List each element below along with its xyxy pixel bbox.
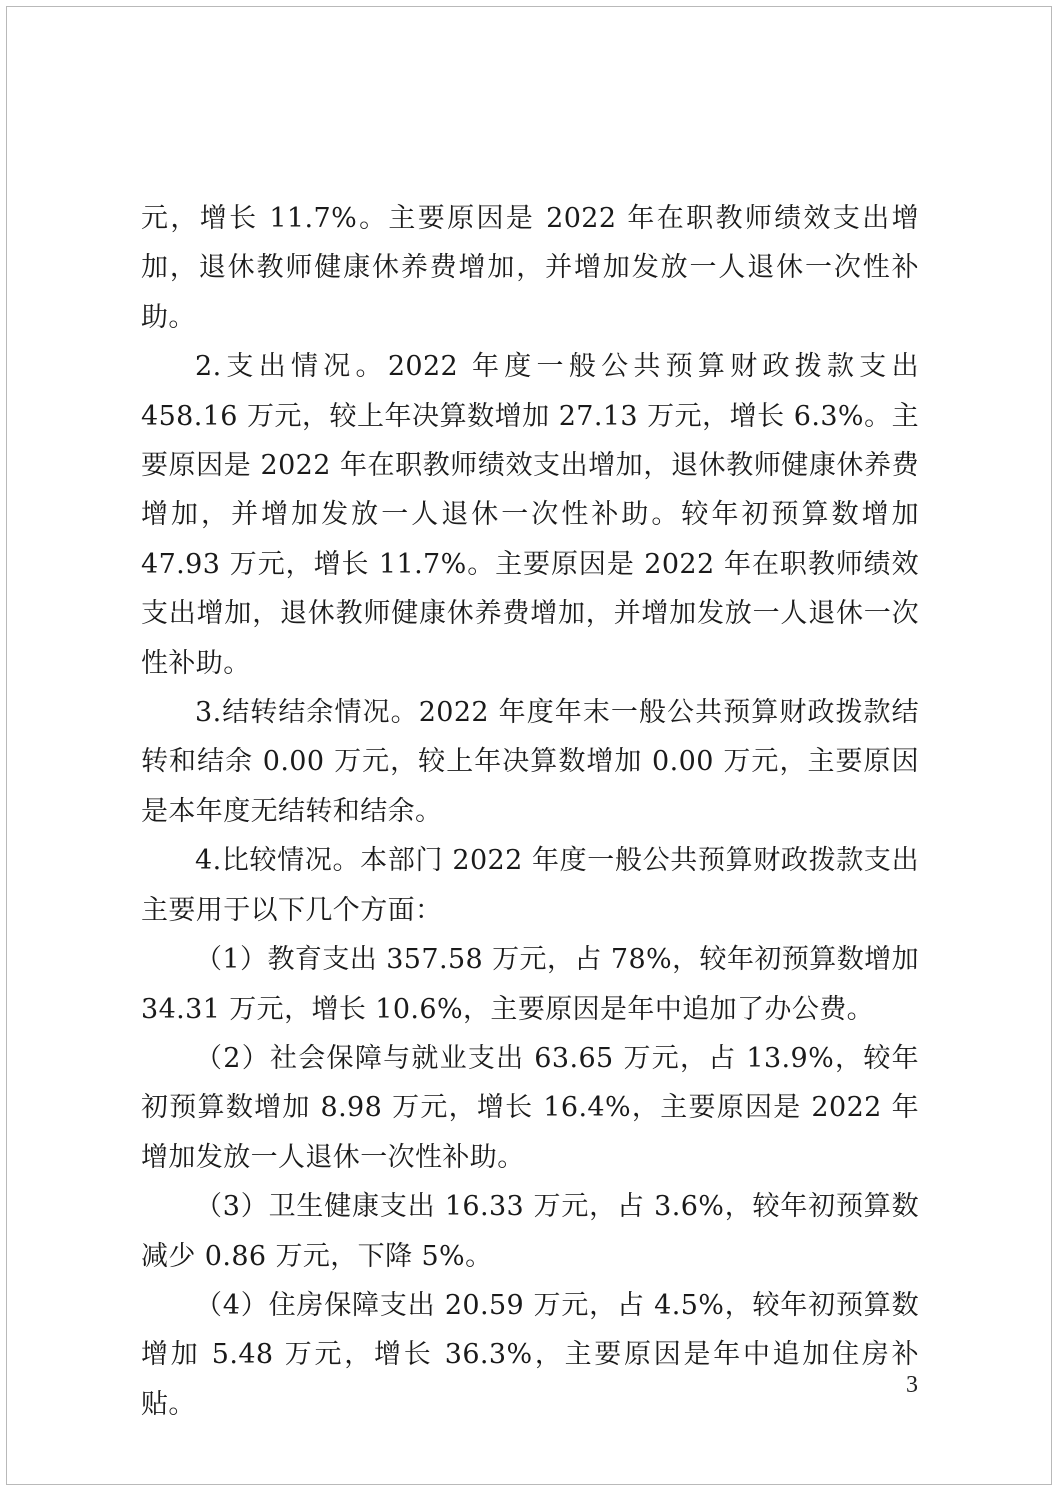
paragraph-housing: （4）住房保障支出 20.59 万元，占 4.5%，较年初预算数增加 5.48 万元，增长 36.3%，主要原因是年中追加住房补贴。	[141, 1289, 919, 1420]
paragraph-carryover: 3.结转结余情况。2022 年度年末一般公共预算财政拨款结转和结余 0.00 万元，较上年决算数增加 0.00 万元，主要原因是本年度无结转和结余。	[141, 697, 919, 827]
document-body	[141, 194, 919, 1429]
paragraph-education: （1）教育支出 357.58 万元，占 78%，较年初预算数增加 34.31 万元，增长 10.6%，主要原因是年中追加了办公费。	[141, 944, 919, 1025]
paragraph-comparison: 4.比较情况。本部门 2022 年度一般公共预算财政拨款支出主要用于以下几个方面：	[141, 845, 919, 926]
page-number: 3	[906, 1372, 918, 1398]
paragraph-continuation: 元，增长 11.7%。主要原因是 2022 年在职教师绩效支出增加，退休教师健康休养费增加，并增加发放一人退休一次性补助。	[141, 203, 919, 333]
paragraph-expenditure: 2.支出情况。2022 年度一般公共预算财政拨款支出 458.16 万元，较上年决算数增加 27.13 万元，增长 6.3%。主要原因是 2022 年在职教师绩效支出增加，退休教师健康休养费增加，并增加发放一人退休一次性补助。较年初预算数增加 47.93 万元，增长 11.7%。主要原因是 2022 年在职教师绩效支出增加，退休教师健康休养费增加，并增加发放一人退休一次性补助。	[141, 351, 919, 679]
paragraph-health: （3）卫生健康支出 16.33 万元，占 3.6%，较年初预算数减少 0.86 万元，下降 5%。	[141, 1191, 919, 1272]
paragraph-social-security: （2）社会保障与就业支出 63.65 万元，占 13.9%，较年初预算数增加 8.98 万元，增长 16.4%，主要原因是 2022 年增加发放一人退休一次性补助。	[141, 1042, 919, 1173]
